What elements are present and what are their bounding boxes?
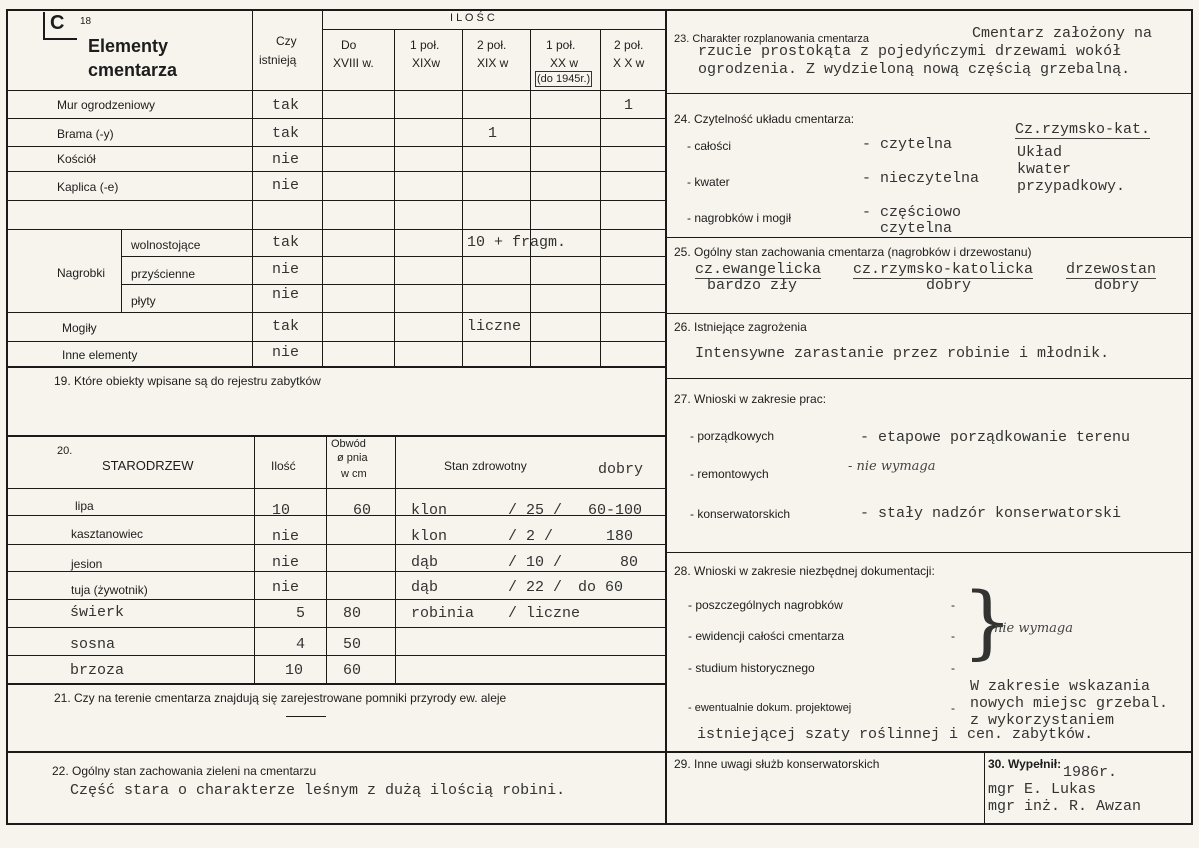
brace-mark: }	[962, 575, 1013, 668]
section-21-label: 21. Czy na terenie cmentarza znajdują się zarejestrowane pomniki przyrody ew. aleje	[54, 691, 507, 705]
tree-name-3: tuja (żywotnik)	[71, 583, 148, 597]
section-25-label: 25. Ogólny stan zachowania cmentarza (nagrobków i drzewostanu)	[674, 245, 1032, 259]
tree-cm-6: 60	[343, 662, 362, 679]
s28-item-0-dash: -	[951, 598, 955, 612]
s24-side-line2: kwater	[1017, 161, 1072, 178]
s28-item-3-dash: -	[951, 701, 955, 715]
col-2xix-a: 2 poł.	[477, 38, 507, 52]
tree-qty-header: Ilość	[271, 459, 296, 473]
row-label-kaplica: Kaplica (-e)	[57, 180, 119, 194]
page-number: 18	[80, 16, 92, 27]
wcm-header: w cm	[341, 468, 367, 480]
row-label-przy: przyścienne	[131, 267, 196, 281]
s28-item-0-label: - poszczególnych nagrobków	[688, 598, 843, 612]
s28-text-line2: nowych miejsc grzebal.	[970, 695, 1169, 712]
s28-item-3-label: - ewentualnie dokum. projektowej	[688, 702, 852, 714]
section-26-label: 26. Istniejące zagrożenia	[674, 320, 807, 334]
section-29-label: 29. Inne uwagi służb konserwatorskich	[674, 757, 880, 771]
s24-item-1-label: - kwater	[687, 175, 730, 189]
filled-name1: mgr E. Lukas	[988, 781, 1097, 798]
tree-count-0: / 25 /	[508, 502, 563, 519]
row-label-inne: Inne elementy	[62, 348, 138, 362]
tree-name-5: sosna	[70, 636, 116, 653]
s25-col-1-header: cz.rzymsko-katolicka	[853, 261, 1034, 278]
s28-text-line3: z wykorzystaniem	[970, 712, 1115, 729]
col-1xx-b: XX w	[550, 56, 579, 70]
s27-item-0-value: - etapowe porządkowanie terenu	[860, 429, 1131, 446]
row-czy-mur: tak	[272, 97, 300, 114]
col-1xix-b: XIXw	[412, 56, 441, 70]
tree-species-1: klon	[411, 528, 448, 545]
section-23-line1: Cmentarz założony na	[972, 25, 1153, 42]
tree-count-1: / 2 /	[508, 528, 554, 545]
row-c3-mogily: liczne	[467, 318, 522, 335]
row-label-wolno: wolnostojące	[131, 238, 201, 252]
row-label-mogily: Mogiły	[62, 321, 97, 335]
row-label-brama: Brama (-y)	[57, 127, 114, 141]
col-1xx-a: 1 poł.	[546, 38, 576, 52]
section-23-line3: ogrodzenia. Z wydzieloną nową częścią grzebalną.	[698, 61, 1131, 78]
s24-item-0-value: - czytelna	[862, 136, 953, 153]
frame-right	[1191, 9, 1193, 825]
row-czy-plyty: nie	[272, 286, 300, 303]
row-c5-mur: 1	[624, 97, 634, 114]
tree-qty-1: nie	[272, 528, 300, 545]
tree-value-3: do 60	[578, 579, 624, 596]
row-czy-mogily: tak	[272, 318, 300, 335]
tree-count-4: / liczne	[508, 605, 581, 622]
frame-bottom	[6, 823, 1193, 825]
starodrzew-header: STARODRZEW	[102, 458, 194, 473]
row-c3-wolno: 10 + fragm.	[467, 234, 567, 251]
s24-item-1-value: - nieczytelna	[862, 170, 980, 187]
s24-item-0-label: - całości	[687, 139, 732, 153]
tree-value-2: 80	[620, 554, 639, 571]
s28-text-line1: W zakresie wskazania	[970, 678, 1151, 695]
row-czy-kaplica: nie	[272, 177, 300, 194]
s24-side-line1: Układ	[1017, 144, 1063, 161]
s24-side-title: Cz.rzymsko-kat.	[1015, 121, 1151, 138]
col-1xx-c: (do 1945r.)	[537, 73, 591, 85]
s27-item-1-value: - nie wymaga	[848, 459, 936, 474]
tree-count-3: / 22 /	[508, 579, 563, 596]
row-czy-przy: nie	[272, 261, 300, 278]
tree-name-0: lipa	[75, 499, 94, 513]
s25-col-2-header: drzewostan	[1066, 261, 1157, 278]
tree-qty-4: 5	[296, 605, 306, 622]
section-20-number: 20.	[57, 445, 73, 457]
filled-year: 1986r.	[1063, 764, 1118, 781]
stan-value: dobry	[598, 461, 644, 478]
tree-species-2: dąb	[411, 554, 439, 571]
tree-count-2: / 10 /	[508, 554, 563, 571]
tree-qty-3: nie	[272, 579, 300, 596]
section-23-label: 23. Charakter rozplanowania cmentarza	[674, 33, 870, 45]
row-label-nagrobki: Nagrobki	[57, 266, 106, 280]
row-czy-kosciol: nie	[272, 151, 300, 168]
section-27-label: 27. Wnioski w zakresie prac:	[674, 392, 827, 406]
section-28-label: 28. Wnioski w zakresie niezbędnej dokumentacji:	[674, 564, 935, 578]
row-label-mur: Mur ogrodzeniowy	[57, 98, 156, 112]
s24-item-2-label: - nagrobków i mogił	[687, 211, 792, 225]
tree-name-4: świerk	[70, 604, 125, 621]
tree-species-4: robinia	[411, 605, 475, 622]
frame-top	[6, 9, 1193, 11]
title-line2: cmentarza	[88, 60, 178, 80]
tree-species-3: dąb	[411, 579, 439, 596]
s24-side-line3: przypadkowy.	[1017, 178, 1126, 195]
s28-text-line4: istniejącej szaty roślinnej i cen. zabytków.	[697, 726, 1094, 743]
stan-header: Stan zdrowotny	[444, 459, 527, 473]
section-22-label: 22. Ogólny stan zachowania zieleni na cmentarzu	[52, 764, 317, 778]
tree-name-6: brzoza	[70, 662, 125, 679]
col-xviii-b: XVIII w.	[333, 56, 374, 70]
ilosc-header: I L O Ś C	[450, 12, 495, 24]
row-czy-brama: tak	[272, 125, 300, 142]
tree-species-0: klon	[411, 502, 448, 519]
row-label-plyty: płyty	[131, 294, 156, 308]
s28-item-1-label: - ewidencji całości cmentarza	[688, 629, 845, 643]
s27-item-2-label: - konserwatorskich	[690, 507, 791, 521]
tree-name-1: kasztanowiec	[71, 527, 144, 541]
frame-left	[6, 9, 8, 825]
tree-name-2: jesion	[71, 557, 103, 571]
s28-item-2-dash: -	[951, 661, 955, 675]
s24-item-2-value: - częściowo	[862, 204, 962, 221]
col-xviii-a: Do	[341, 38, 357, 52]
s25-col-0-value: bardzo zły	[707, 277, 798, 294]
tree-qty-2: nie	[272, 554, 300, 571]
section-30-label: 30. Wypełnił:	[988, 757, 1062, 771]
col-2xix-b: XIX w	[477, 56, 509, 70]
s27-item-1-label: - remontowych	[690, 467, 769, 481]
s28-handwritten: nie wymaga	[994, 621, 1073, 636]
tree-qty-5: 4	[296, 636, 306, 653]
s25-col-1-value: dobry	[926, 277, 972, 294]
section-letter: C	[50, 12, 65, 34]
row-czy-wolno: tak	[272, 234, 300, 251]
tree-qty-0: 10	[272, 502, 291, 519]
tree-value-1: 180	[606, 528, 634, 545]
s27-item-2-value: - stały nadzór konserwatorski	[860, 505, 1122, 522]
s21-dash	[286, 716, 326, 717]
czy-header: Czy	[276, 34, 297, 48]
section-22-value: Część stara o charakterze leśnym z dużą ilością robini.	[70, 782, 566, 799]
s25-col-2-value: dobry	[1094, 277, 1140, 294]
s27-item-0-label: - porządkowych	[690, 429, 775, 443]
pnia-header: ø pnia	[337, 452, 368, 464]
row-czy-inne: nie	[272, 344, 300, 361]
s28-item-2-label: - studium historycznego	[688, 661, 815, 675]
s25-col-0-header: cz.ewangelicka	[695, 261, 822, 278]
row-c3-brama: 1	[488, 125, 498, 142]
row-label-kosciol: Kościół	[57, 152, 96, 166]
col-1xix-a: 1 poł.	[410, 38, 440, 52]
section-26-value: Intensywne zarastanie przez robinie i młodnik.	[695, 345, 1110, 362]
section-24-label: 24. Czytelność układu cmentarza:	[674, 112, 855, 126]
tree-value-0: 60-100	[588, 502, 643, 519]
col-2xx-b: X X w	[613, 56, 645, 70]
tree-cm-0: 60	[353, 502, 372, 519]
s28-item-1-dash: -	[951, 629, 955, 643]
s24-item-2-value2: czytelna	[880, 220, 953, 237]
section-19-label: 19. Które obiekty wpisane są do rejestru zabytków	[54, 374, 321, 388]
title-line1: Elementy	[88, 36, 169, 56]
istnieja-header: istnieją	[259, 53, 297, 67]
obwod-header: Obwód	[331, 438, 366, 450]
filled-name2: mgr inż. R. Awzan	[988, 798, 1142, 815]
section-23-line2: rzucie prostokąta z pojedyńczymi drzewami wokół	[698, 43, 1122, 60]
tree-qty-6: 10	[285, 662, 304, 679]
tree-cm-5: 50	[343, 636, 362, 653]
center-divider	[665, 9, 667, 825]
col-2xx-a: 2 poł.	[614, 38, 644, 52]
tree-cm-4: 80	[343, 605, 362, 622]
